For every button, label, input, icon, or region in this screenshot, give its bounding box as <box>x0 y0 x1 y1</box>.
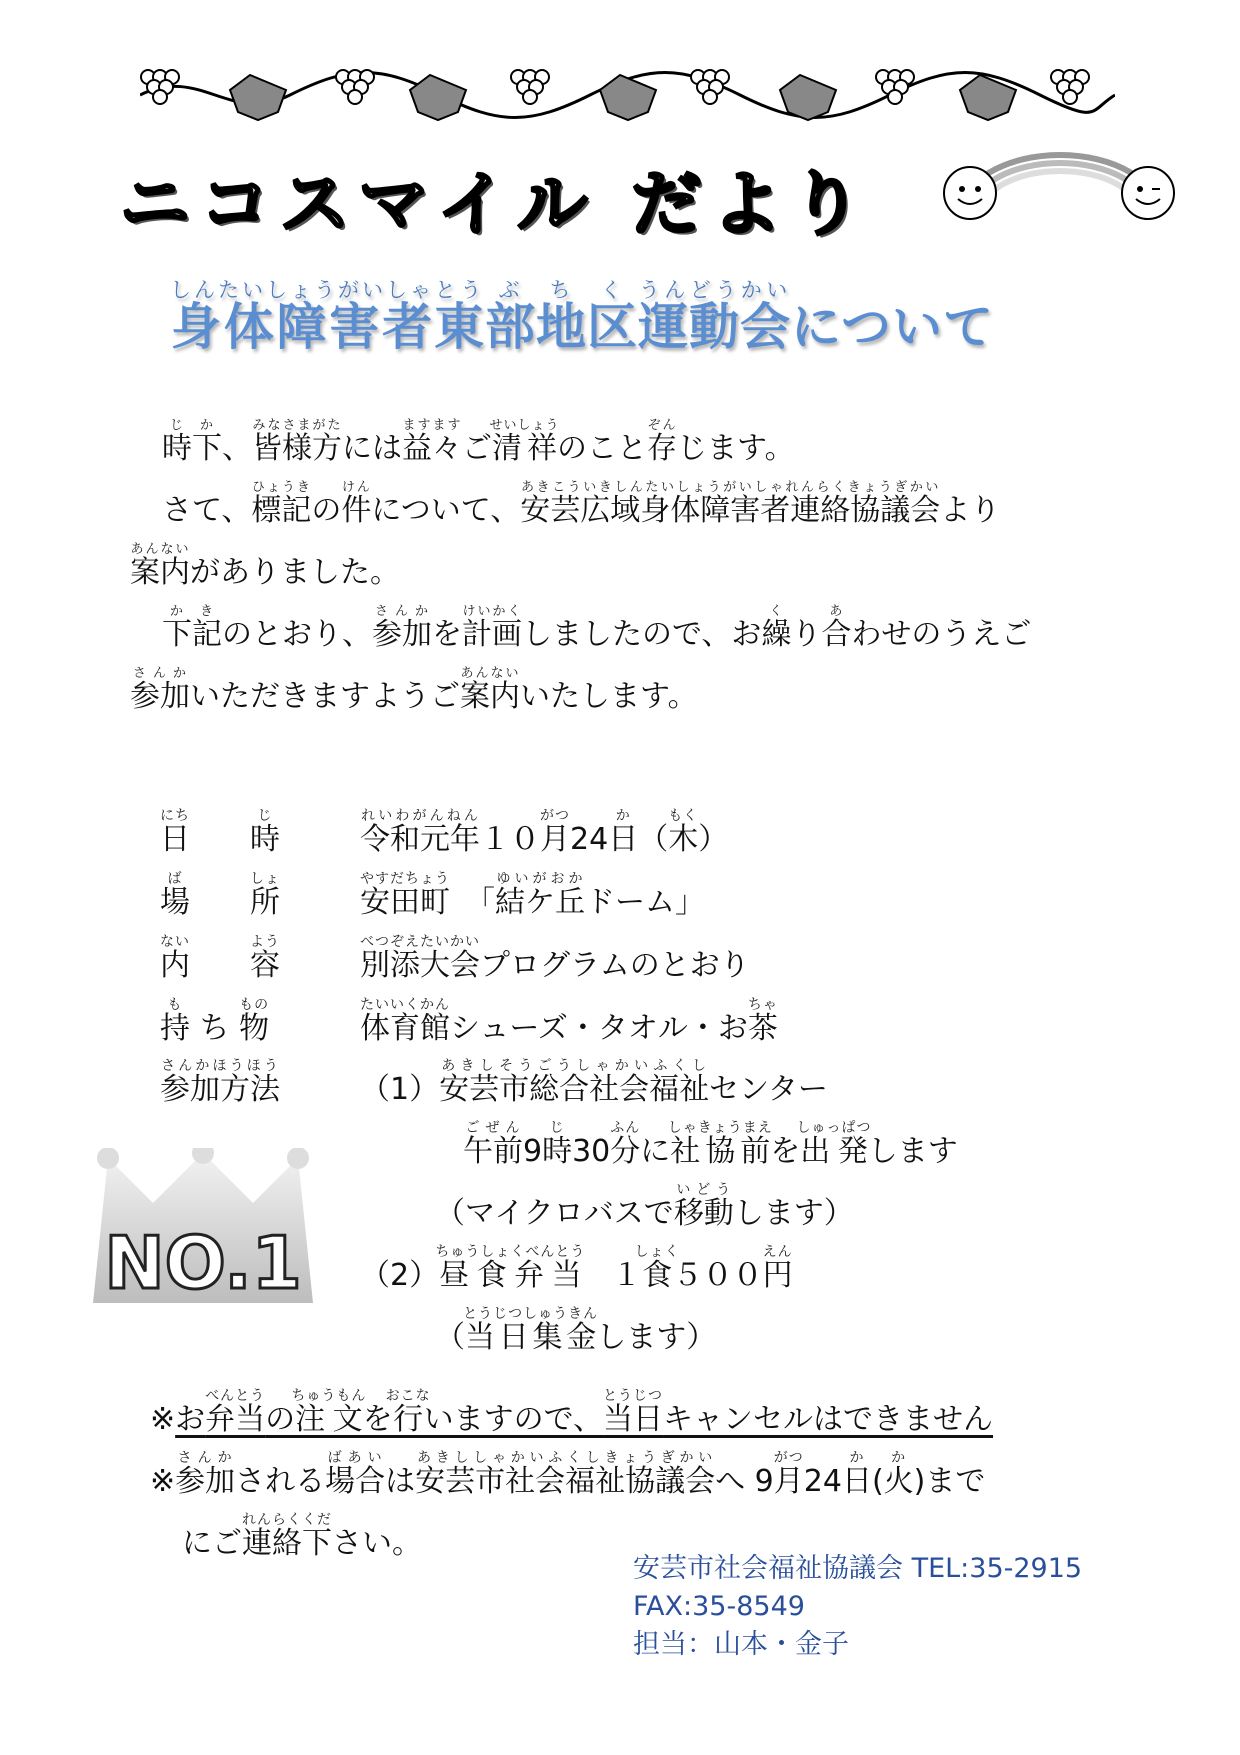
text-segment: 場ば <box>160 871 190 920</box>
contact-staff: 担当：山本・金子 <box>633 1629 849 1660</box>
text-segment: 所しょ <box>250 871 280 920</box>
text-segment: 30 <box>572 1134 611 1169</box>
text-segment: 「 <box>450 885 495 920</box>
text-segment: 案内あんない <box>460 666 520 714</box>
note-contact <box>182 1512 422 1562</box>
rainbow-smiley-icon <box>940 145 1180 225</box>
newsletter-title: ニコスマイル だより <box>120 163 872 245</box>
text-segment: 安芸市総合社会福祉あきしそうごうしゃかいふくし <box>439 1058 710 1107</box>
text-segment: 社協前しゃきょうまえ <box>667 1120 773 1169</box>
intro-line-4 <box>130 604 1130 666</box>
text-segment: ち <box>190 1011 240 1046</box>
method-item-2-note <box>435 1306 716 1358</box>
text-segment: 円えん <box>762 1244 793 1293</box>
text-segment: がありました。 <box>190 555 400 590</box>
text-segment: 計画けいかく <box>462 604 522 652</box>
headline-kanji: 東とう <box>433 278 485 356</box>
text-segment: 参加方法さんかほうほう <box>160 1058 280 1107</box>
text-segment: 午前ごぜん <box>463 1120 523 1169</box>
text-segment: 下記かき <box>162 604 222 652</box>
contact-info <box>633 1550 1082 1664</box>
text-segment: プログラムのとおり <box>480 948 750 983</box>
text-segment: 日か <box>841 1450 872 1499</box>
text-segment: まで <box>925 1464 986 1499</box>
text-segment: （マイクロバスで <box>435 1196 674 1231</box>
text-segment: 時じ <box>542 1120 573 1169</box>
text-segment: 場合ばあい <box>325 1450 386 1499</box>
text-segment: 別添大会べつぞえたいかい <box>360 934 480 983</box>
text-segment: 、 <box>222 431 252 466</box>
text-segment: 日にち <box>160 808 190 857</box>
text-segment: 参加さんか <box>175 1450 236 1499</box>
detail-label <box>160 871 360 934</box>
text-segment: （ <box>638 822 669 857</box>
text-segment: 食しょく <box>634 1244 680 1293</box>
text-segment: 日か <box>608 808 639 857</box>
text-segment: 分ふん <box>610 1120 641 1169</box>
note-registration <box>150 1450 985 1500</box>
text-segment: します <box>867 1134 958 1169</box>
intro-paragraph <box>130 418 1130 728</box>
text-segment: ５００ <box>672 1258 763 1293</box>
text-segment: のこと <box>557 431 648 466</box>
method-item-1-departure <box>463 1120 958 1172</box>
text-segment: 参加さんか <box>130 666 190 714</box>
text-segment: 安田町やすだちょう <box>360 871 450 920</box>
headline-kanji: 部ぶ <box>484 278 536 356</box>
text-segment <box>190 885 250 920</box>
text-segment: を <box>362 1402 393 1437</box>
text-segment: 移動いどう <box>673 1182 734 1231</box>
text-segment: 24 <box>570 822 609 857</box>
contact-fax: FAX:35-8549 <box>633 1591 805 1622</box>
text-segment: の <box>265 1402 296 1437</box>
detail-label <box>160 934 360 997</box>
method-item-1 <box>360 1058 828 1110</box>
text-segment: ご <box>462 431 492 466</box>
text-segment: 連絡下れんらくくだ <box>242 1512 332 1561</box>
text-segment: 24 <box>803 1464 842 1499</box>
text-segment <box>190 948 250 983</box>
method-label <box>160 1058 280 1110</box>
detail-row <box>160 934 1160 997</box>
text-segment: ※ <box>150 1464 176 1499</box>
text-segment: 注文ちゅうもん <box>291 1388 367 1437</box>
text-segment: しましたので、お <box>522 617 762 652</box>
text-segment: さい。 <box>332 1526 422 1561</box>
text-segment: 弁当べんとう <box>205 1388 266 1437</box>
text-segment: わせのうえご <box>851 617 1032 652</box>
headline-kanji: 区く <box>586 278 638 356</box>
detail-value <box>360 934 750 997</box>
text-segment: 皆様方みなさまがた <box>252 418 342 466</box>
text-segment: にご <box>182 1526 242 1561</box>
text-segment: 体育館たいいくかん <box>360 997 450 1046</box>
text-segment: には <box>342 431 402 466</box>
detail-row <box>160 808 1160 871</box>
event-details <box>160 808 1160 1060</box>
text-segment: 当日とうじつ <box>603 1388 664 1437</box>
method-item-1-note <box>435 1182 854 1234</box>
text-segment: ドーム」 <box>585 885 705 920</box>
text-segment: を <box>432 617 462 652</box>
detail-value <box>360 997 778 1060</box>
text-segment: 令和元年れいわがんねん <box>360 808 480 857</box>
text-segment: (火)か <box>871 1450 926 1499</box>
text-segment: を <box>770 1134 801 1169</box>
text-segment: 行おこな <box>385 1388 431 1437</box>
detail-value <box>360 871 705 934</box>
text-segment: について、 <box>371 493 521 528</box>
crown-no1-badge <box>78 1148 328 1308</box>
text-segment: 内ない <box>160 934 190 983</box>
text-segment: 案内あんない <box>130 542 190 590</box>
text-segment: に <box>640 1134 671 1169</box>
text-segment: の <box>311 493 342 528</box>
text-segment: より <box>940 493 1001 528</box>
text-segment: 繰く <box>761 604 792 652</box>
text-segment: 結ケ丘ゆいがおか <box>495 871 585 920</box>
text-segment: 容よう <box>250 934 280 983</box>
text-segment: １０ <box>480 822 540 857</box>
text-segment: いただきますようご <box>190 679 460 714</box>
text-segment: 益々ますます <box>402 418 462 466</box>
intro-line-5 <box>130 666 1130 728</box>
badge-text: NO.1 <box>104 1221 302 1305</box>
text-segment: いたします。 <box>520 679 698 714</box>
text-segment: キャンセルはできません <box>663 1402 994 1437</box>
intro-line-2 <box>130 480 1130 542</box>
note-cancellation <box>150 1388 993 1438</box>
text-segment: 標記ひょうき <box>251 480 312 528</box>
text-segment: します） <box>733 1196 854 1231</box>
intro-line-3 <box>130 542 1130 604</box>
text-segment: ※ <box>150 1402 176 1437</box>
text-segment: は <box>385 1464 416 1499</box>
text-segment: 9 <box>523 1134 543 1169</box>
text-segment: 安芸市社会福祉協議会あきししゃかいふくしきょうぎかい <box>415 1450 716 1499</box>
text-segment: センター <box>709 1072 828 1107</box>
contact-org-tel: 安芸市社会福祉協議会 TEL:35-2915 <box>633 1553 1083 1584</box>
method-item-2 <box>360 1244 793 1296</box>
text-segment: します） <box>596 1320 717 1355</box>
text-segment: 物もの <box>239 997 270 1046</box>
text-segment: （1） <box>360 1072 440 1107</box>
text-segment <box>190 822 250 857</box>
text-segment: へ 9 <box>715 1464 774 1499</box>
text-segment: 存ぞん <box>647 418 678 466</box>
text-segment: （2） <box>360 1258 440 1293</box>
text-segment: （ <box>435 1320 465 1355</box>
text-segment: じます。 <box>677 431 795 466</box>
text-segment: のとおり、 <box>222 617 372 652</box>
detail-value <box>360 808 728 871</box>
headline-kanji: 運動会うんどうかい <box>637 278 791 356</box>
text-segment: 当日集金とうじつしゅうきん <box>463 1306 599 1355</box>
text-segment: 月がつ <box>540 808 570 857</box>
text-segment: さて、 <box>162 493 252 528</box>
headline-kanji: 地ち <box>535 278 587 356</box>
text-segment: 出発しゅっぱつ <box>796 1120 872 1169</box>
detail-row <box>160 871 1160 934</box>
text-segment: お <box>175 1402 206 1437</box>
text-segment: 時じ <box>250 808 280 857</box>
detail-label <box>160 997 360 1060</box>
text-segment: 安芸広域身体障害者連絡協議会あきこういきしんたいしょうがいしゃれんらくきょうぎかい <box>520 480 941 528</box>
headline-suffix: について <box>790 298 994 356</box>
text-segment: 時下じか <box>162 418 222 466</box>
grape-vine-decoration <box>140 55 1115 135</box>
text-segment: される <box>235 1464 326 1499</box>
headline-kanji: 身体障害者しんたいしょうがいしゃ <box>170 278 434 356</box>
text-segment: 昼食弁当ちゅうしょくべんとう <box>435 1244 586 1293</box>
text-segment: 月がつ <box>773 1450 804 1499</box>
event-headline <box>170 278 1170 359</box>
text-segment: シューズ・タオル・お <box>450 1011 748 1046</box>
text-segment: 参加さんか <box>372 604 432 652</box>
text-segment: 木もく <box>668 808 699 857</box>
text-segment: １ <box>581 1258 642 1293</box>
text-segment: 件けん <box>341 480 372 528</box>
text-segment: 持も <box>160 997 190 1046</box>
text-segment: ） <box>698 822 729 857</box>
text-segment: り <box>791 617 822 652</box>
intro-line-1 <box>130 418 1130 480</box>
detail-label <box>160 808 360 871</box>
text-segment: 茶ちゃ <box>747 997 778 1046</box>
text-segment: いますので、 <box>423 1402 604 1437</box>
text-segment: 合あ <box>821 604 852 652</box>
detail-row <box>160 997 1160 1060</box>
text-segment: 清祥せいしょう <box>489 418 560 466</box>
